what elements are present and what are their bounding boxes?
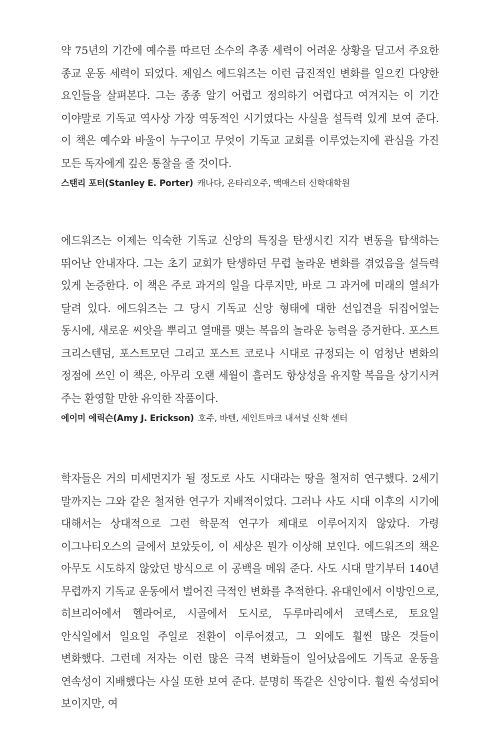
endorsement-third [61, 468, 439, 716]
section-spacer [61, 426, 439, 468]
endorsement-erickson [61, 230, 439, 426]
endorsement-attribution [61, 177, 439, 191]
endorser-affiliation: 캐나다, 온타리오주, 맥매스터 신학대학원 [197, 179, 350, 189]
section-spacer [61, 191, 439, 230]
endorsement-text: 에드워즈는 이제는 익숙한 기독교 신앙의 특징을 탄생시킨 지각 변동을 탐색하는 뛰어난 안내자다. 그는 초기 교회가 탄생하던 무렵 놀라운 변화를 겪었음을 설득력 있게 논증한다. 이 책은 주로 과거의 일을 다루지만, 바로 그 과거에 미래의 열쇠가 달려 있다. 에드워즈는 그 당시 기독교 신앙 형태에 대한 선입견을 뒤집어엎는 동시에, 새로운 씨앗을 뿌리고 열매를 맺는 복음의 놀라운 능력을 증거한다. 포스트 크리스텐덤, 포스트모던 그리고 포스트 코로나 시대로 규정되는 이 엄청난 변화의 정점에 쓰인 이 책은, 아무리 오랜 세월이 흘러도 항상성을 유지할 복음을 상기시켜 주는 환영할 만한 유익한 작품이다. [61, 235, 439, 405]
endorsement-attribution [61, 412, 439, 426]
endorser-name: 에이미 에릭슨(Amy J. Erickson) [61, 414, 194, 424]
endorsement-text: 약 75년의 기간에 예수를 따르던 소수의 추종 세력이 어려운 상황을 딛고서 주요한 종교 운동 세력이 되었다. 제임스 에드워즈는 이런 급진적인 변화를 일으킨 다양한 요인들을 살펴본다. 그는 종종 알기 어렵고 정의하기 어렵다고 여겨지는 이 기간 이야말로 기독교 역사상 가장 역동적인 시기였다는 사실을 설득력 있게 보여 준다. 이 책은 예수와 바울이 누구이고 무엇이 기독교 교회를 이루었는지에 관심을 가진 모든 독자에게 깊은 통찰을 줄 것이다. [61, 45, 439, 170]
endorsement-text: 학자들은 거의 미세먼지가 될 정도로 사도 시대라는 땅을 철저히 연구했다. 2세기 말까지는 그와 같은 철저한 연구가 지배적이었다. 그러나 사도 시대 이후의 시기에 대해서는 상대적으로 그런 학문적 연구가 제대로 이루어지지 않았다. 가령 이그나티오스의 글에서 보았듯이, 이 세상은 뭔가 이상해 보인다. 에드워즈의 책은 아무도 시도하지 않았던 방식으로 이 공백을 메워 준다. 사도 시대 말기부터 140년 무렵까지 기독교 운동에서 벌어진 극적인 변화를 추적한다. 유대인에서 이방인으로, 히브리어에서 헬라어로, 시골에서 도시로, 두루마리에서 코덱스로, 토요일 안식일에서 일요일 주일로 전환이 이루어졌고, 그 외에도 훨씬 많은 것들이 변화했다. 그런데 저자는 이런 많은 극적 변화들이 일어났음에도 기독교 운동을 연속성이 지배했다는 사실 또한 보여 준다. 분명히 똑같은 신앙이다. 훨씬 숙성되어 보이지만, 여 [61, 473, 439, 710]
book-endorsements-page [61, 40, 439, 716]
endorser-affiliation: 호주, 바텐, 세인트마크 내셔널 신학 센터 [197, 414, 348, 424]
endorsement-porter [61, 40, 439, 191]
endorser-name: 스탠리 포터(Stanley E. Porter) [61, 179, 194, 189]
